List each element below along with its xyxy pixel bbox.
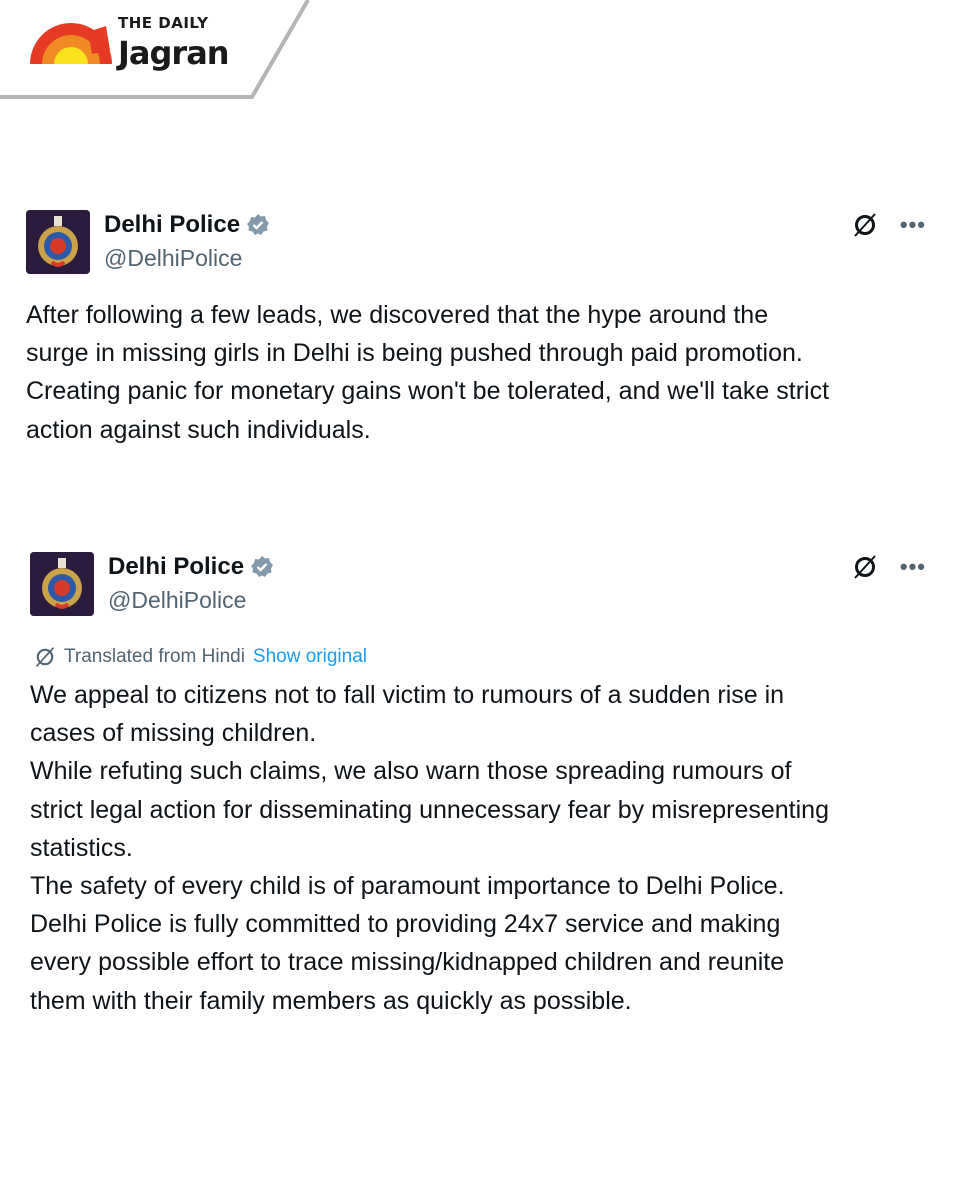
grok-icon[interactable] xyxy=(852,212,878,238)
tweet-text: After following a few leads, we discovered that the hype around the surge in missing girls in Delhi is being pushed through paid promotion. Creating panic for monetary gains won't be tolerated, and we'll take strict action against such individuals. xyxy=(26,301,830,444)
tweet-1 xyxy=(26,210,936,470)
jagran-header xyxy=(0,0,320,100)
verified-badge-icon xyxy=(250,555,274,579)
avatar[interactable] xyxy=(30,552,94,616)
author-name-text: Delhi Police xyxy=(108,553,245,580)
jagran-sun-logo-icon xyxy=(30,20,112,66)
show-original-link[interactable]: Show original xyxy=(252,646,367,667)
verified-badge-icon xyxy=(246,213,270,237)
translation-note xyxy=(34,644,367,670)
author-name[interactable] xyxy=(108,552,274,582)
author-handle[interactable]: @DelhiPolice xyxy=(108,587,247,613)
brand-logo xyxy=(118,14,229,72)
grok-translate-icon xyxy=(34,646,56,668)
tweet-2 xyxy=(30,552,940,1072)
brand-name: Jagran xyxy=(118,34,229,72)
delhi-police-emblem-icon xyxy=(26,210,90,274)
author-name[interactable] xyxy=(104,210,270,240)
author-handle[interactable]: @DelhiPolice xyxy=(104,245,243,271)
avatar[interactable] xyxy=(26,210,90,274)
more-options-icon[interactable]: ••• xyxy=(899,554,926,579)
grok-icon[interactable] xyxy=(852,554,878,580)
translated-label: Translated from Hindi xyxy=(64,646,245,667)
brand-line1: THE DAILY xyxy=(118,14,209,32)
tweet-text: We appeal to citizens not to fall victim to rumours of a sudden rise in cases of missing children. While refuting such claims, we also warn those spreading rumours of strict legal action for disseminating unnecessary fear by misrepresenting statistics. The safety of every child is of paramount importance to Delhi Police. Delhi Police is fully committed to providing 24x7 service and making every possible effort to trace missing/kidnapped children and reunite them with their family members as quickly as possible. xyxy=(30,681,829,1015)
more-options-icon[interactable]: ••• xyxy=(899,212,926,237)
author-name-text: Delhi Police xyxy=(104,211,241,238)
delhi-police-emblem-icon xyxy=(30,552,94,616)
